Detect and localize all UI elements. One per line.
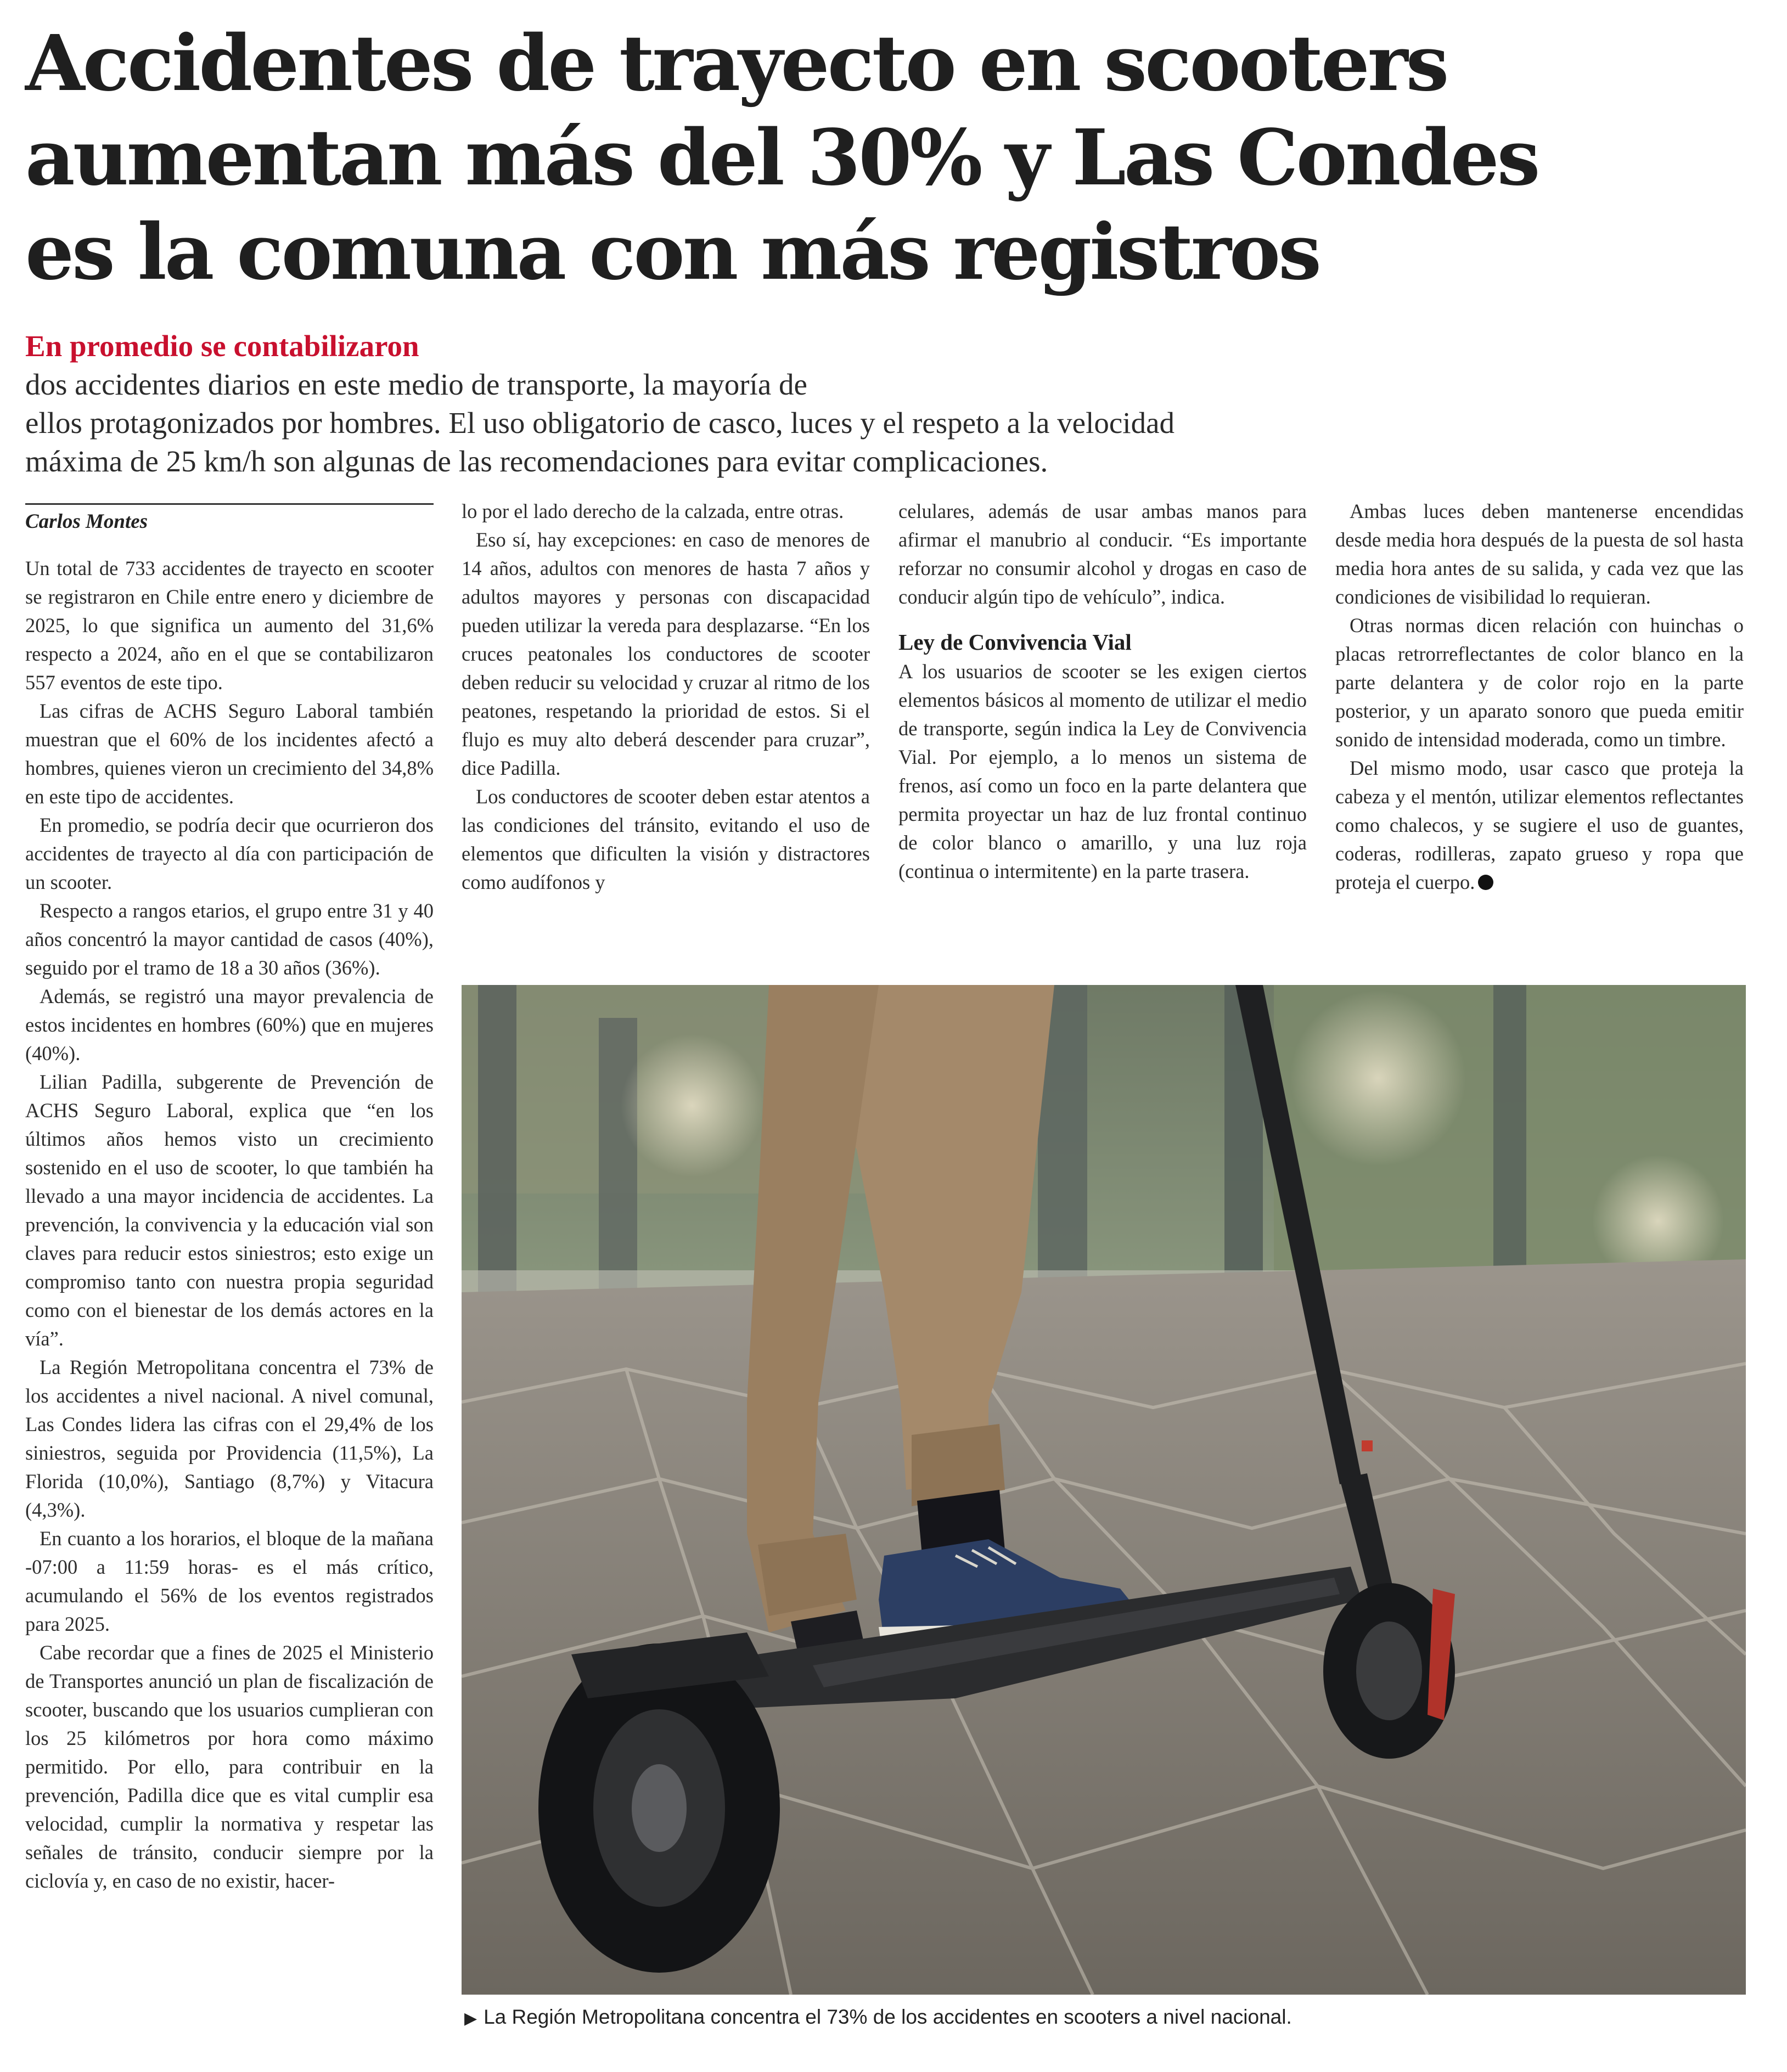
body-paragraph: Además, se registró una mayor prevalencia de estos incidentes en hombres (60%) que en mujeres (40%). bbox=[25, 985, 434, 1065]
section-subheading: Ley de Convivencia Vial bbox=[898, 629, 1132, 655]
lead-kicker: En promedio se contabilizaron bbox=[25, 329, 419, 363]
end-mark-icon bbox=[1478, 875, 1493, 890]
headline-line: aumentan más del 30% y Las Condes bbox=[25, 113, 1538, 203]
article-column-4 bbox=[1335, 497, 1744, 897]
headline-line: es la comuna con más registros bbox=[25, 207, 1319, 297]
byline: Carlos Montes bbox=[25, 510, 148, 533]
byline-rule bbox=[25, 503, 434, 505]
body-paragraph: Ambas luces deben mantenerse encendidas desde media hora después de la puesta de sol hasta media hora antes de su salida, y cada vez que las condiciones de visibilidad lo requieran. bbox=[1335, 500, 1744, 608]
lead-line: máxima de 25 km/h son algunas de las recomendaciones para evitar complicaciones. bbox=[25, 444, 1048, 478]
headline bbox=[25, 16, 1672, 300]
body-paragraph: A los usuarios de scooter se les exigen ciertos elementos básicos al momento de utilizar el medio de transporte, según indica la Ley de Convivencia Vial. Por ejemplo, a lo menos un sistema de frenos, así como un foco en la parte delantera que permita proyectar un haz de luz frontal continuo de color blanco o amarillo, y una luz roja (continua o intermitente) en la parte trasera. bbox=[898, 660, 1307, 882]
body-paragraph: Las cifras de ACHS Seguro Laboral también muestran que el 60% de los incidentes afectó a hombres, quienes vieron un crecimiento del 34,8% en este tipo de accidentes. bbox=[25, 700, 434, 808]
body-paragraph: Lilian Padilla, subgerente de Prevención de ACHS Seguro Laboral, explica que “en los últimos años hemos visto un crecimiento sostenido en el uso de scooter, lo que también ha llevado a una mayor incidencia de accidentes. La prevención, la convivencia y la educación vial son claves para reducir estos siniestros; esto exige un compromiso tanto con nuestra propia seguridad como con el bienestar de los demás actores en la vía”. bbox=[25, 1071, 434, 1350]
lead-line: ellos protagonizados por hombres. El uso obligatorio de casco, luces y el respeto a la velocidad bbox=[25, 406, 1175, 440]
body-paragraph: lo por el lado derecho de la calzada, entre otras. bbox=[462, 500, 844, 522]
scooter-photo bbox=[462, 985, 1746, 1995]
body-paragraph: En promedio, se podría decir que ocurrieron dos accidentes de trayecto al día con participación de un scooter. bbox=[25, 814, 434, 893]
lead-paragraph bbox=[25, 327, 1364, 481]
body-paragraph: celulares, además de usar ambas manos para afirmar el manubrio al conducir. “Es importante reforzar no consumir alcohol y drogas en caso de conducir algún tipo de vehículo”, indica. bbox=[898, 500, 1307, 608]
photo-caption bbox=[464, 2004, 1292, 2032]
lead-line bbox=[25, 327, 1364, 404]
headline-line: Accidentes de trayecto en scooters bbox=[25, 19, 1447, 109]
body-paragraph: Cabe recordar que a fines de 2025 el Ministerio de Transportes anunció un plan de fiscalización de scooter, buscando que los usuarios cumplieran con los 25 kilómetros por hora como máximo permitido. Por ello, para contribuir en la prevención, Padilla dice que es vital cumplir esa velocidad, cumplir la normativa y respetar las señales de tránsito, conducir siempre por la ciclovía y, en caso de no existir, hacer- bbox=[25, 1641, 434, 1892]
body-paragraph: Los conductores de scooter deben estar atentos a las condiciones del tránsito, evitando el uso de elementos que dificulten la visión y distractores como audífonos y bbox=[462, 785, 870, 893]
body-paragraph: Otras normas dicen relación con huinchas o placas retrorreflectantes de color blanco en la parte delantera y de color rojo en la parte posterior, y un aparato sonoro que pueda emitir sonido de intensidad moderada, como un timbre. bbox=[1335, 614, 1744, 751]
article-column-2 bbox=[462, 497, 870, 897]
body-paragraph: Respecto a rangos etarios, el grupo entre 31 y 40 años concentró la mayor cantidad de casos (40%), seguido por el tramo de 18 a 30 años (36%). bbox=[25, 899, 434, 979]
body-paragraph: Un total de 733 accidentes de trayecto en scooter se registraron en Chile entre enero y diciembre de 2025, lo que significa un aumento del 31,6% respecto a 2024, año en el que se contabilizaron 557 eventos de este tipo. bbox=[25, 557, 434, 694]
body-paragraph: En cuanto a los horarios, el bloque de la mañana -07:00 a 11:59 horas- es el más crítico, acumulando el 56% de los eventos registrados para 2025. bbox=[25, 1527, 434, 1635]
body-paragraph: Del mismo modo, usar casco que proteja la cabeza y el mentón, utilizar elementos reflectantes como chalecos, y se sugiere el uso de guantes, coderas, rodilleras, zapato grueso y ropa que proteja el cuerpo. bbox=[1335, 757, 1744, 893]
body-paragraph: Eso sí, hay excepciones: en caso de menores de 14 años, adultos con menores de hasta 7 años y adultos mayores y personas con discapacidad pueden utilizar la vereda para desplazarse. “En los cruces peatonales los conductores de scooter deben reducir su velocidad y cruzar al ritmo de los peatones, respetando la prioridad de estos. Si el flujo es muy alto deberá descender para cruzar”, dice Padilla. bbox=[462, 528, 870, 779]
lead-line-rest: dos accidentes diarios en este medio de transporte, la mayoría de bbox=[25, 368, 807, 401]
scooter-photo-illustration bbox=[462, 985, 1746, 1995]
body-paragraph: La Región Metropolitana concentra el 73% de los accidentes a nivel nacional. A nivel comunal, Las Condes lidera las cifras con el 29,4% de los siniestros, seguida por Providencia (11,5%), La Florida (10,0%), Santiago (8,7%) y Vitacura (4,3%). bbox=[25, 1356, 434, 1521]
caption-triangle-icon: ▶ bbox=[464, 2009, 477, 2028]
article-column-1 bbox=[25, 554, 434, 1895]
article-column-3 bbox=[898, 497, 1307, 886]
caption-text: La Región Metropolitana concentra el 73% de los accidentes en scooters a nivel nacional. bbox=[484, 2006, 1292, 2028]
